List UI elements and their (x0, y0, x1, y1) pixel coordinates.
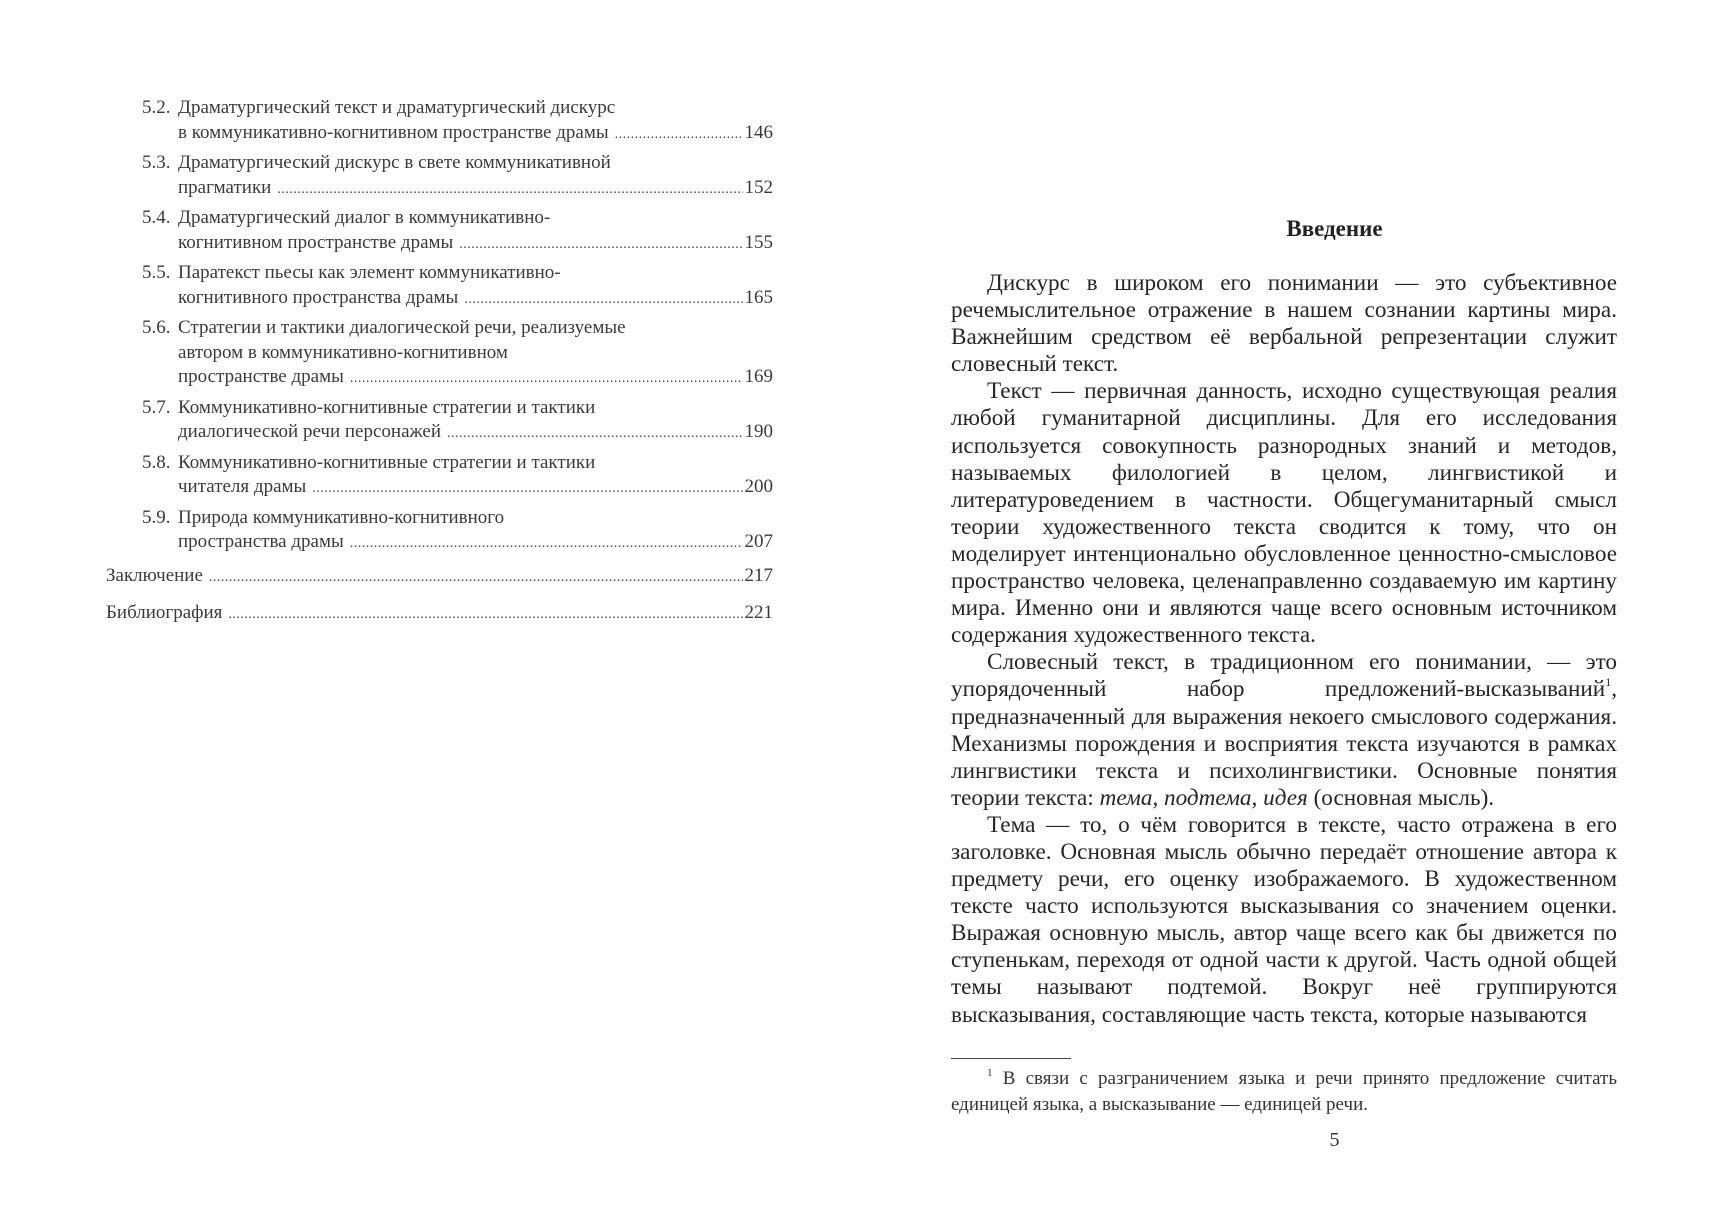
footnote-reference[interactable]: 1 (1605, 675, 1612, 690)
toc-entry-number: 5.9. (142, 506, 171, 528)
toc-entry-title-line: Коммуникативно-когнитивные стратегии и тактики (178, 451, 596, 473)
toc-entry-5-8[interactable] (106, 451, 773, 502)
toc-page-number: 217 (744, 564, 773, 586)
toc-leader-dots (209, 566, 743, 591)
toc-entry-title-line: автором в коммуникативно-когнитивном (178, 341, 508, 363)
toc-entry-5-6[interactable] (106, 316, 773, 392)
toc-entry-number: 5.8. (142, 451, 171, 473)
toc-leader-dots (447, 422, 742, 447)
toc-leader-dots (615, 123, 743, 148)
toc-page-number: 165 (744, 286, 773, 308)
body-text (951, 270, 1617, 1029)
table-of-contents (106, 96, 773, 628)
right-page (856, 0, 1713, 1211)
toc-page-number: 152 (744, 176, 773, 198)
toc-entry-title-line: Стратегии и тактики диалогической речи, реализуемые (178, 317, 626, 338)
paragraph-text: (основная мысль). (1307, 784, 1495, 811)
toc-page-number: 200 (744, 476, 773, 497)
toc-entry-title-last-line: когнитивного пространства драмы (178, 286, 459, 308)
footnote-divider (951, 1058, 1071, 1059)
toc-entry-5-4[interactable] (106, 206, 773, 257)
paragraph: Дискурс в широком его понимании — это субъективное речемыслительное отражение в нашем сознании картины мира. Важнейшим средством её вербальной репрезентации служит словесный текст. (951, 270, 1617, 378)
toc-entry-number: 5.3. (142, 152, 171, 173)
toc-entry-5-9[interactable] (106, 506, 773, 557)
toc-entry-title-last-line: пространстве драмы (178, 366, 344, 387)
italic-terms: тема, подтема, идея (1099, 784, 1308, 811)
toc-entry-5-5[interactable] (106, 261, 773, 312)
toc-page-number: 155 (744, 231, 773, 253)
toc-entry-title-last-line: в коммуникативно-когнитивном пространстве драмы (178, 121, 609, 143)
toc-leader-dots (459, 233, 742, 258)
page-number: 5 (1329, 1129, 1340, 1151)
toc-entry-title-last-line: прагматики (178, 176, 272, 198)
toc-entry-5-2[interactable] (106, 96, 773, 147)
toc-entry-number: 5.7. (142, 396, 171, 418)
left-page (0, 0, 856, 1211)
toc-entry-title-line: Драматургический дискурс в свете коммуникативной (178, 152, 611, 173)
toc-entry-number: 5.4. (142, 207, 171, 228)
paragraph-text: Словесный текст, в традиционном его понимании, — это упорядоченный набор предложений-высказываний (951, 649, 1617, 703)
toc-entry-title-line: Драматургический диалог в коммуникативно- (178, 207, 551, 228)
toc-entry-number: 5.2. (142, 97, 171, 118)
toc-page-number: 221 (744, 602, 773, 623)
toc-entry-conclusion[interactable] (106, 564, 773, 591)
toc-leader-dots (228, 603, 742, 628)
toc-entry-title-last-line: Библиография (106, 602, 223, 623)
footnote (951, 1066, 1617, 1118)
paragraph (951, 649, 1617, 812)
toc-page-number: 146 (744, 121, 773, 143)
toc-entry-title-last-line: читателя драмы (178, 476, 307, 497)
toc-page-number: 190 (744, 421, 773, 442)
toc-leader-dots (277, 178, 742, 203)
toc-page-number: 207 (744, 531, 773, 552)
toc-entry-number: 5.5. (142, 262, 171, 283)
footnote-text: В связи с разграничением языка и речи принято предложение считать единицей языка, а высказывание — единицей речи. (951, 1068, 1617, 1115)
toc-entry-title-line: Коммуникативно-когнитивные стратегии и тактики (178, 396, 596, 418)
toc-page-number: 169 (744, 366, 773, 387)
toc-leader-dots (464, 288, 742, 313)
toc-entry-title-last-line: пространства драмы (178, 531, 344, 552)
paragraph: Тема — то, о чём говорится в тексте, часто отражена в его заголовке. Основная мысль обычно передаёт отношение автора к предмету речи, его оценку изображаемого. В художественном тексте часто используются высказывания со значением оценки. Выражая основную мысль, автор чаще всего как бы движется по ступенькам, переходя от одной части к другой. Часть одной общей темы называют подтемой. Вокруг неё группируются высказывания, составляющие часть текста, которые называются (951, 811, 1617, 1028)
paragraph: Текст — первичная данность, исходно существующая реалия любой гуманитарной дисциплины. Для его исследования используется совокупность разнородных знаний и методов, называемых филологией в целом, лингвистикой и литературоведением в частности. Общегуманитарный смысл теории художественного текста сводится к тому, что он моделирует интенционально обусловленное ценностно-смысловое пространство человека, целенаправленно создаваемую им картину мира. Именно они и являются чаще всего основным источником содержания художественного текста. (951, 378, 1617, 649)
toc-entry-title-line: Паратекст пьесы как элемент коммуникативно- (178, 262, 561, 283)
toc-entry-title-last-line: диалогической речи персонажей (178, 421, 442, 442)
toc-leader-dots (350, 532, 743, 557)
toc-entry-title-line: Природа коммуникативно-когнитивного (178, 506, 505, 528)
paragraph-text: , предназначенный для выражения некоего смыслового содержания. Механизмы порождения и восприятия текста изучаются в рамках лингвистики текста и психолингвистики. Основные понятия теории текста: (951, 676, 1617, 811)
toc-entry-5-3[interactable] (106, 151, 773, 202)
toc-entry-title-last-line: когнитивном пространстве драмы (178, 231, 454, 253)
toc-entry-title-line: Драматургический текст и драматургический дискурс (178, 97, 616, 118)
toc-entry-title-last-line: Заключение (106, 564, 203, 586)
toc-entry-bibliography[interactable] (106, 601, 773, 628)
toc-entry-5-7[interactable] (106, 396, 773, 447)
chapter-heading: Введение (1286, 216, 1383, 241)
footnote-mark: 1 (987, 1067, 993, 1079)
toc-leader-dots (312, 477, 742, 502)
footnote-body (951, 1066, 1617, 1118)
toc-leader-dots (350, 367, 743, 392)
toc-entry-number: 5.6. (142, 317, 171, 338)
